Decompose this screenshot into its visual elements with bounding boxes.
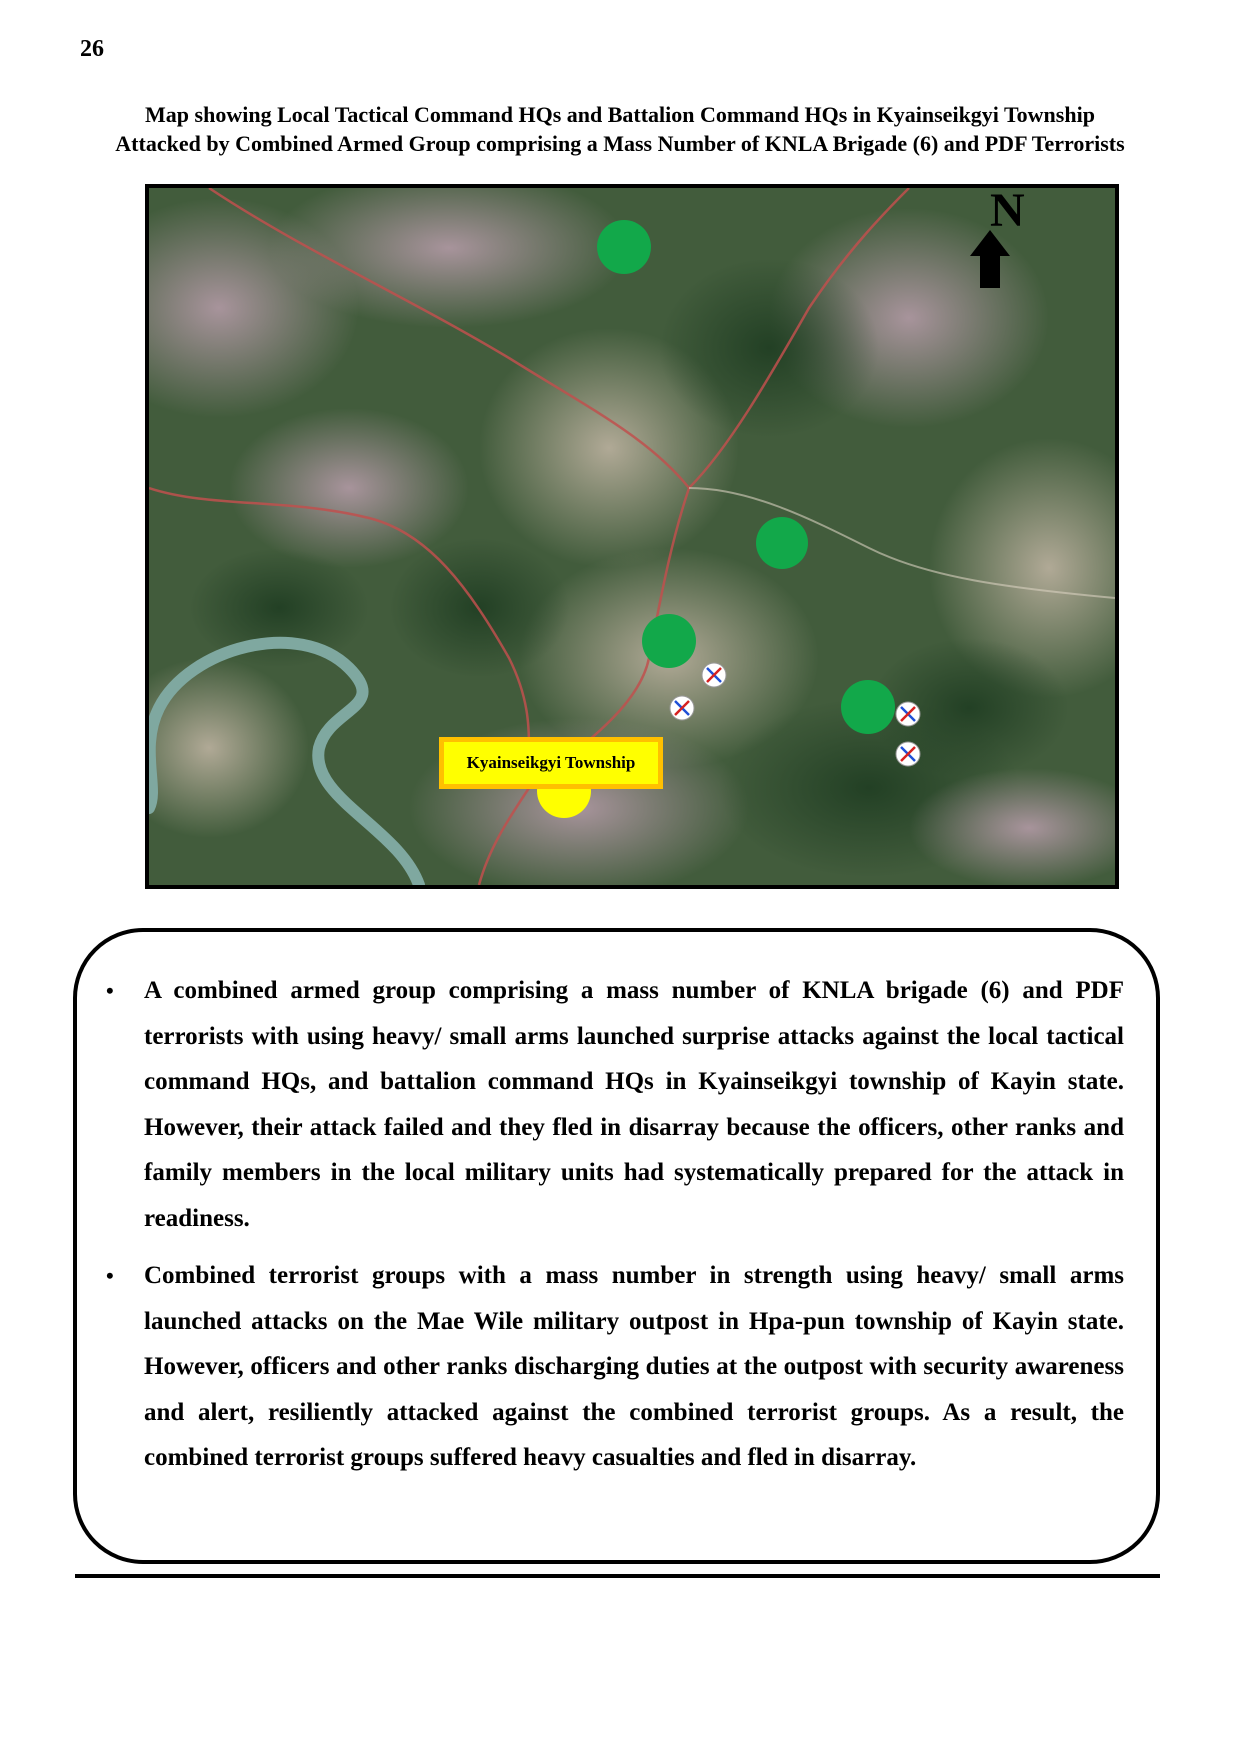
page-title (60, 100, 1180, 158)
bullet-text: A combined armed group comprising a mass number of KNLA brigade (6) and PDF terrorists with using heavy/ small arms launched surprise attacks against the local tactical command HQs, and battalion command HQs in Kyainseikgyi township of Kayin state. However, their attack failed and they fled in disarray because the officers, other ranks and family members in the local military units had systematically prepared for the attack in readiness. (144, 977, 1124, 1232)
bullet-icon: • (106, 1263, 114, 1288)
attack-icon (896, 742, 920, 766)
attack-icon (702, 663, 726, 687)
attack-icon (670, 696, 694, 720)
bullet-text: Combined terrorist groups with a mass number in strength using heavy/ small arms launched attacks on the Mae Wile military outpost in Hpa-pun township of Kayin state. However, officers and other ranks discharging duties at the outpost with security awareness and alert, resiliently attacked against the combined terrorist groups. As a result, the combined terrorist groups suffered heavy casualties and fled in disarray. (144, 1262, 1124, 1471)
hq-marker (597, 220, 651, 274)
hq-marker (642, 614, 696, 668)
page-number: 26 (80, 36, 104, 62)
hq-marker (756, 517, 808, 569)
attack-icon (896, 702, 920, 726)
bullet-item (100, 968, 1124, 1241)
bullet-icon: • (106, 978, 114, 1003)
north-label: N (990, 188, 1025, 237)
hq-marker (841, 680, 895, 734)
title-line-2: Attacked by Combined Armed Group comprising a Mass Number of KNLA Brigade (6) and PDF Terrorists (115, 131, 1125, 156)
title-line-1: Map showing Local Tactical Command HQs and Battalion Command HQs in Kyainseikgyi Township (145, 102, 1095, 127)
bullet-list (100, 968, 1124, 1493)
bottom-rule (75, 1574, 1160, 1578)
bullet-item (100, 1253, 1124, 1481)
township-label: Kyainseikgyi Township (439, 737, 663, 789)
